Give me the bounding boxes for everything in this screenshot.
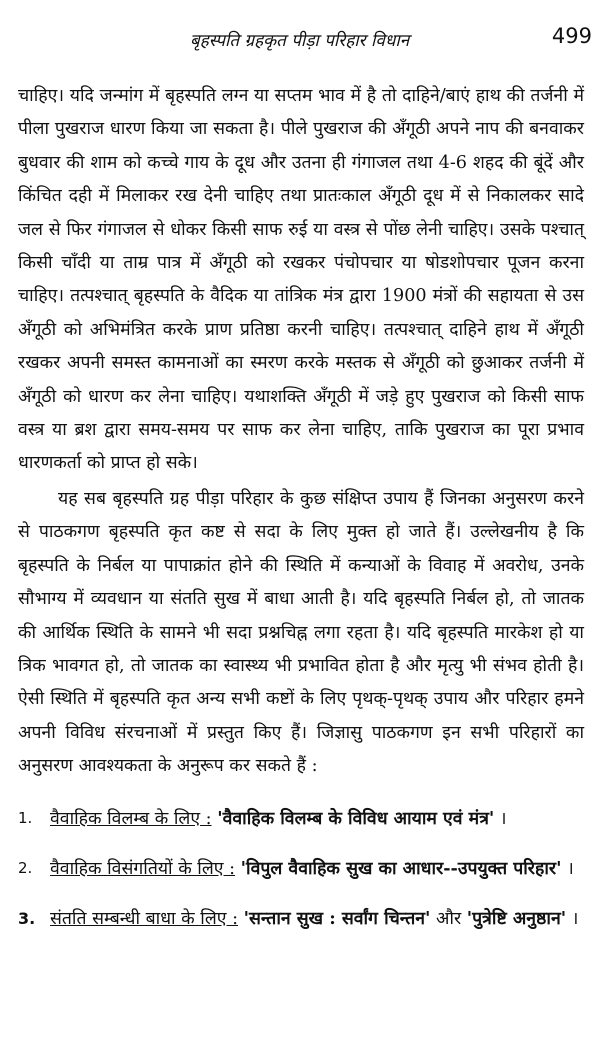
reference-item-1	[18, 802, 584, 836]
reference-title: 'सन्तान सुख : सर्वांग चिन्तन'	[243, 907, 431, 929]
running-title: बृहस्पति ग्रहकृत पीड़ा परिहार विधान	[190, 31, 410, 51]
reference-title: 'वैवाहिक विलम्ब के विविध आयाम एवं मंत्र'	[217, 807, 495, 829]
reference-tail: ।	[571, 908, 579, 929]
page-header	[0, 24, 600, 54]
body-text	[18, 80, 584, 952]
reference-item-2	[18, 852, 584, 886]
reference-connector: और	[436, 908, 462, 929]
paragraph-remedy-summary: यह सब बृहस्पति ग्रह पीड़ा परिहार के कुछ संक्षिप्त उपाय हैं जिनका अनुसरण करने से पाठकगण बृहस्पति कृत कष्ट से सदा के लिए मुक्त हो जाते हैं। उल्लेखनीय है कि बृहस्पति के निर्बल या पापाक्रांत होने की स्थिति में कन्याओं के विवाह में अवरोध, उनके सौभाग्य में व्यवधान या संतति सुख में बाधा आती है। यदि बृहस्पति निर्बल हो, तो जातक की आर्थिक स्थिति के सामने भी सदा प्रश्नचिह्न लगा रहता है। यदि बृहस्पति मारकेश हो या त्रिक भावगत हो, तो जातक का स्वास्थ्य भी प्रभावित होता है और मृत्यु भी संभव होती है। ऐसी स्थिति में बृहस्पति कृत अन्य सभी कष्टों के लिए पृथक्-पृथक् उपाय और परिहार हमने अपनी विविध संरचनाओं में प्रस्तुत किए हैं। जिज्ञासु पाठकगण इन सभी परिहारों का अनुसरण आवश्यकता के अनुरूप कर सकते हैं :	[18, 488, 584, 777]
reference-label: संतति सम्बन्धी बाधा के लिए :	[50, 908, 239, 929]
reference-number: 3.	[18, 908, 36, 928]
paragraph-gem-ritual: चाहिए। यदि जन्मांग में बृहस्पति लग्न या सप्तम भाव में है तो दाहिने/बाएं हाथ की तर्जनी में पीला पुखराज धारण किया जा सकता है। पीले पुखराज की अँगूठी अपने नाप की बनवाकर बुधवार की शाम को कच्चे गाय के दूध और उतना ही गंगाजल तथा 4-6 शहद की बूंदें और किंचित दही में मिलाकर रख देनी चाहिए तथा प्रातःकाल अँगूठी दूध में से निकालकर सादे जल से फिर गंगाजल से धोकर किसी साफ रुई या वस्त्र से पोंछ लेनी चाहिए। उसके पश्चात् किसी चाँदी या ताम्र पात्र में अँगूठी को रखकर पंचोपचार या षोडशोपचार पूजन करना चाहिए। तत्पश्चात् बृहस्पति के वैदिक या तांत्रिक मंत्र द्वारा 1900 मंत्रों की सहायता से उस अँगूठी को अभिमंत्रित करके प्राण प्रतिष्ठा करनी चाहिए। तत्पश्चात् दाहिने हाथ में अँगूठी रखकर अपनी समस्त कामनाओं का स्मरण करके मस्तक से अँगूठी को छुआकर तर्जनी में अँगूठी को धारण कर लेना चाहिए। यथाशक्ति अँगूठी में जड़े हुए पुखराज को किसी साफ वस्त्र या ब्रश द्वारा समय-समय पर साफ कर लेना चाहिए, ताकि पुखराज का पूरा प्रभाव धारणकर्ता को प्राप्त हो सके।	[18, 86, 584, 474]
reference-label: वैवाहिक विलम्ब के लिए :	[50, 808, 212, 829]
reference-body	[50, 902, 584, 936]
reference-list	[18, 802, 584, 936]
reference-title-2: 'पुत्रेष्टि अनुष्ठान'	[466, 907, 567, 929]
reference-number: 1.	[18, 808, 33, 827]
reference-title: 'विपुल वैवाहिक सुख का आधार--उपयुक्त परिहार'	[240, 857, 562, 879]
reference-item-3	[18, 902, 584, 936]
reference-label: वैवाहिक विसंगतियों के लिए :	[50, 858, 236, 879]
reference-body	[50, 802, 584, 836]
page-number: 499	[551, 24, 592, 48]
reference-number: 2.	[18, 858, 33, 877]
reference-tail: ।	[499, 808, 507, 829]
reference-tail: ।	[567, 858, 574, 879]
reference-body	[50, 852, 584, 886]
